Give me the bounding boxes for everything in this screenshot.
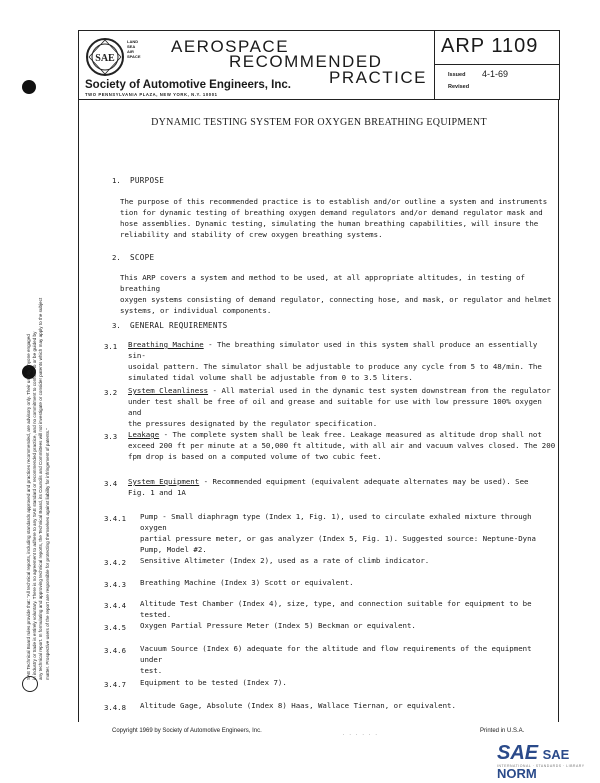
subsection-number: 3.4.1: [104, 514, 126, 523]
section-number: 2.: [112, 253, 121, 262]
logo-tagline: [127, 39, 143, 59]
sensitive-altimeter-text: Sensitive Altimeter (Index 2), used as a rate of climb indicator.: [140, 556, 430, 565]
issued-date: 4-1-69: [482, 69, 509, 79]
logo-word: SEA: [127, 44, 136, 49]
text-line: under test shall be free of oil and grease and suitable for use with low pressure 100% oxygen and: [128, 397, 542, 417]
text-line: fpm drop is based on a computed volume of two cubic feet.: [128, 452, 382, 461]
text-line: simulated tidal volume shall be adjustable from 0 to 3.5 liters.: [128, 373, 413, 382]
text-line: Fig. 1 and 1A: [128, 488, 186, 497]
logo-word: SPACE: [127, 54, 141, 59]
page-frame-right: [558, 100, 559, 722]
subsection-number: 3.4.3: [104, 580, 126, 589]
text-line: - Recommended equipment (equivalent adequate alternates may be used). See: [199, 477, 529, 486]
text-line: hose assemblies. Dynamic testing, simulating the human breathing capabilities, will insure the: [120, 219, 539, 228]
altitude-gage-text: Altitude Gage, Absolute (Index 8) Haas, Wallace Tiernan, or equivalent.: [140, 701, 456, 710]
subsection-heading: System Cleanliness: [128, 386, 209, 395]
text-line: exceed 200 ft per minute at a 50,000 ft altitude, with all air and vacuum valves closed. The 200: [128, 441, 556, 450]
page-frame-left: [78, 100, 79, 722]
subsection-number: 3.4.4: [104, 601, 126, 610]
logo-letters: SAE: [95, 53, 115, 64]
section-number: 3.: [112, 321, 121, 330]
section-title-scope: SCOPE: [130, 253, 155, 262]
disclaimer-line: matter. Prospective users of the report are responsible for protecting themselves against liability for infringement of patents.": [44, 428, 50, 680]
subsection-number: 3.4.2: [104, 558, 126, 567]
section-title-purpose: PURPOSE: [130, 176, 165, 185]
text-line: - All material used in the dynamic test system downstream from the regulator: [208, 386, 551, 395]
vacuum-source-paragraph: [140, 643, 558, 676]
text-line: Pump, Model #2.: [140, 545, 207, 554]
subsection-number: 3.4.8: [104, 703, 126, 712]
subsection-number: 3.3: [104, 432, 118, 441]
document-number: ARP 1109: [441, 35, 539, 57]
watermark-text: SAE NORM: [497, 747, 570, 781]
subsection-heading: Breathing Machine: [128, 340, 204, 349]
text-line: - The breathing simulator used in this system shall produce an essentially sin-: [128, 340, 538, 360]
organization-name: Society of Automotive Engineers, Inc.: [85, 79, 291, 91]
subsection-number: 3.2: [104, 388, 118, 397]
altitude-chamber-text: Altitude Test Chamber (Index 4), size, type, and connection suitable for equipment to be tested.: [140, 599, 532, 619]
oxygen-meter-text: Oxygen Partial Pressure Meter (Index 5) Beckman or equivalent.: [140, 621, 416, 630]
system-equipment-paragraph: [128, 476, 558, 498]
text-line: oxygen systems consisting of demand regulator, connecting hose, and mask, or regulator and helmet: [120, 295, 552, 304]
section-title-general-requirements: GENERAL REQUIREMENTS: [130, 321, 228, 330]
text-line: Pump - Small diaphragm type (Index 1, Fig. 1), used to circulate exhaled mixture through oxygen: [140, 512, 532, 532]
revised-label: Revised: [448, 84, 470, 90]
subsection-number: 3.4: [104, 479, 118, 488]
leakage-paragraph: [128, 429, 558, 462]
header-divider-horizontal: [434, 64, 559, 65]
breathing-machine-text: Breathing Machine (Index 3) Scott or equivalent.: [140, 578, 354, 587]
punch-hole-top: [22, 80, 36, 94]
section-number: 1.: [112, 176, 121, 185]
text-line: partial pressure meter, or gas analyzer (Index 5, Fig. 1). Suggested source: Neptune-Dyna: [140, 534, 537, 543]
watermark-subtext: INTERNATIONAL · STANDARDS · LIBRARY: [497, 764, 585, 768]
text-line: test.: [140, 666, 163, 675]
text-line: the pressures designated by the regulator specification.: [128, 419, 378, 428]
subsection-number: 3.4.7: [104, 680, 126, 689]
equipment-tested-text: Equipment to be tested (Index 7).: [140, 678, 287, 687]
text-line: - The complete system shall be leak free. Leakage measured as altitude drop shall not: [159, 430, 542, 439]
sae-logo-icon: [85, 37, 125, 77]
footer-dots: . . . . . .: [343, 732, 379, 737]
issued-label: Issued: [448, 72, 466, 78]
text-line: This ARP covers a system and method to be used, at all appropriate altitudes, in testing of breathing: [120, 273, 525, 293]
title-practice: PRACTICE: [329, 68, 427, 87]
header-divider: [434, 31, 435, 99]
purpose-paragraph: [120, 196, 556, 240]
breathing-machine-paragraph: [128, 339, 558, 383]
text-line: tion for dynamic testing of breathing oxygen demand regulators and/or demand regulator mask and: [120, 208, 543, 217]
copyright-notice: Copyright 1969 by Society of Automotive Engineers, Inc.: [112, 728, 262, 734]
organization-address: TWO PENNSYLVANIA PLAZA, NEW YORK, N.Y. 10001: [85, 92, 218, 97]
header-box: [78, 30, 560, 100]
subsection-number: 3.4.5: [104, 623, 126, 632]
subsection-heading: System Equipment: [128, 477, 200, 486]
disclaimer-line: any technical report. In formulating and approving technical reports, the Technical Board, its Councils and Committees will not investigate or consider patents which may apply to the subject: [38, 297, 44, 680]
logo-word: AIR: [127, 49, 134, 54]
pump-paragraph: [140, 511, 558, 555]
document-title: DYNAMIC TESTING SYSTEM FOR OXYGEN BREATHING EQUIPMENT: [151, 117, 487, 128]
subsection-heading: Leakage: [128, 430, 160, 439]
sae-norm-watermark: [497, 742, 600, 783]
subsection-number: 3.1: [104, 342, 118, 351]
text-line: usoidal pattern. The simulator shall be adjustable to produce any cycle from 5 to 48/min. The: [128, 362, 542, 371]
text-line: reliability and stability of crew oxygen breathing systems.: [120, 230, 383, 239]
subsection-number: 3.4.6: [104, 646, 126, 655]
watermark-logo: SAE: [497, 742, 539, 764]
text-line: systems, or individual components.: [120, 306, 272, 315]
scope-paragraph: [120, 272, 556, 316]
disclaimer-line: in industry or trade is entirely voluntary. There is no agreement to adhere to any SAE standard or recommended practice, and no commitment to conform to or be guided by: [32, 331, 38, 680]
disclaimer-line: SAE Technical Board rules provide that: "All technical reports, including standards approved and practices recommended, are advisory only. Their use by anyone engaged: [26, 334, 31, 680]
disclaimer-sidebar: [26, 120, 51, 680]
title-recommended: RECOMMENDED: [229, 52, 383, 71]
text-line: The purpose of this recommended practice is to establish and/or outline a system and instruments: [120, 197, 548, 206]
printed-in-usa: Printed in U.S.A.: [480, 728, 525, 734]
logo-word: LAND: [127, 39, 139, 44]
text-line: Vacuum Source (Index 6) adequate for the altitude and flow requirements of the equipment under: [140, 644, 532, 664]
title-aerospace: AEROSPACE: [171, 37, 290, 56]
system-cleanliness-paragraph: [128, 385, 558, 429]
